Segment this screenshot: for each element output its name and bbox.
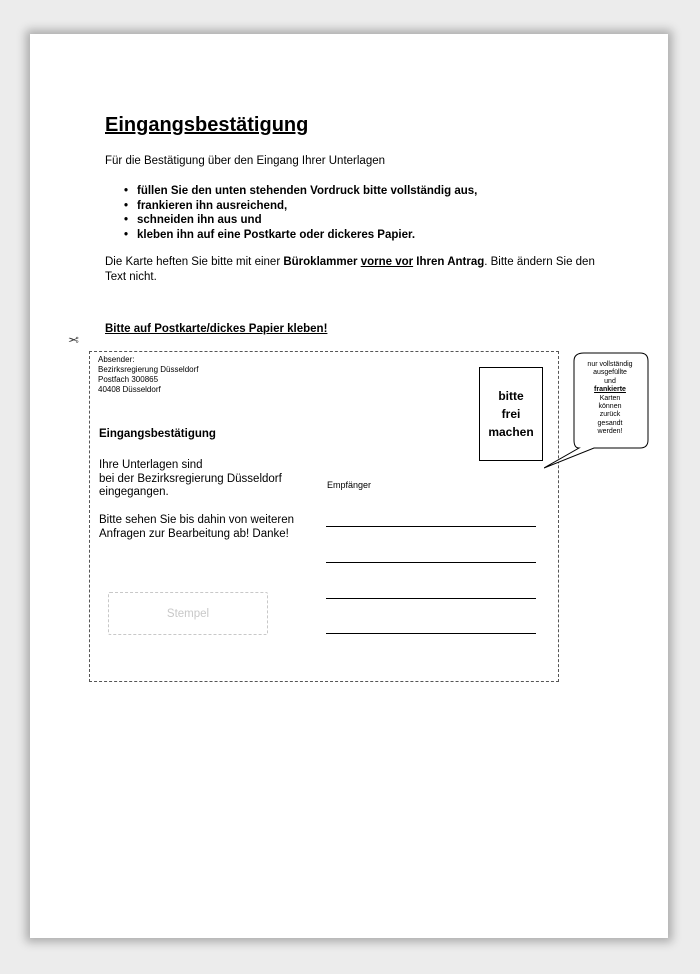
instruction-underline-front: vorne vor xyxy=(360,256,414,268)
intro-text: Für die Bestätigung über den Eingang Ihrer Unterlagen xyxy=(105,155,386,167)
callout-text: nur vollständig ausgefüllte und frankierte Karten können zurück gesandt werden! xyxy=(574,361,646,437)
page-title: Eingangsbestätigung xyxy=(105,114,309,136)
request-text: Bitte sehen Sie bis dahin von weiteren Anfragen zur Bearbeitung ab! Danke! xyxy=(99,514,294,540)
sender-line: Postfach 300865 xyxy=(98,375,159,384)
list-item: • frankieren ihn ausreichend, xyxy=(124,199,477,214)
document-page xyxy=(30,34,668,938)
instruction-bold-paperclip: Büroklammer xyxy=(283,256,358,268)
recipient-line[interactable] xyxy=(326,526,536,527)
instruction-text: Die Karte heften Sie bitte mit einer xyxy=(105,256,284,268)
list-item: • kleben ihn auf eine Postkarte oder dickeres Papier. xyxy=(124,228,477,243)
sender-label: Absender: xyxy=(98,355,135,364)
list-item: • schneiden ihn aus und xyxy=(124,213,477,228)
instruction-bold-application: Ihren Antrag xyxy=(413,256,485,268)
stamp-area: Stempel xyxy=(108,592,268,635)
attachment-instruction xyxy=(105,255,605,284)
speech-bubble xyxy=(572,352,648,450)
glue-notice: Bitte auf Postkarte/dickes Papier kleben! xyxy=(105,323,328,335)
postage-box: bitte frei machen xyxy=(479,367,543,461)
callout-emphasis: frankierte xyxy=(594,386,626,394)
instruction-text-end: . Bitte ändern Sie den Text nicht. xyxy=(105,256,595,283)
list-item: • füllen Sie den unten stehenden Vordruck bitte vollständig aus, xyxy=(124,184,477,199)
recipient-line[interactable] xyxy=(326,562,536,563)
card-title: Eingangsbestätigung xyxy=(99,428,216,440)
instruction-list xyxy=(124,184,477,242)
recipient-line[interactable] xyxy=(326,633,536,634)
received-text: Ihre Unterlagen sind bei der Bezirksregierung Düsseldorf eingegangen. xyxy=(99,459,282,498)
postcard-form xyxy=(89,351,559,682)
sender-line: Bezirksregierung Düsseldorf xyxy=(98,365,199,374)
scissors-icon: ✂ xyxy=(68,332,79,347)
recipient-line[interactable] xyxy=(326,598,536,599)
sender-line: 40408 Düsseldorf xyxy=(98,385,161,394)
recipient-label: Empfänger xyxy=(327,480,372,490)
